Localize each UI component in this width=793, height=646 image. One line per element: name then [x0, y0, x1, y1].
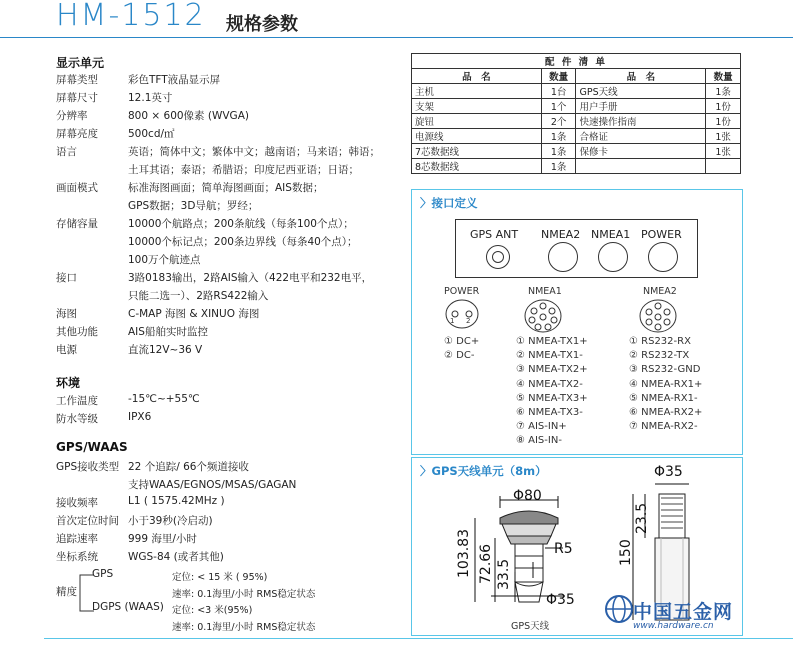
packing-caption: 配 件 清 单: [412, 54, 741, 69]
packing-header: 数量: [541, 69, 576, 84]
dim-150: 150: [618, 539, 634, 566]
panel-label-gps-ant: GPS ANT: [470, 228, 519, 241]
nmea2-port: [548, 242, 578, 272]
spec-value: 3路0183输出，2路AIS输入（422电平和232电平，: [128, 272, 373, 284]
table-cell: 用户手册: [576, 99, 706, 114]
pin-item: ⑥ NMEA-RX2+: [629, 407, 703, 419]
spec-value: 10000个航路点；200条航线（每条100个点）；: [128, 218, 354, 230]
bottom-rule: [44, 638, 793, 639]
accuracy-gps-label: GPS: [92, 568, 114, 580]
pin-item: ① DC+: [444, 336, 480, 347]
spec-label: 画面模式: [56, 182, 98, 194]
spec-label: 工作温度: [56, 395, 98, 407]
table-cell: 1条: [706, 84, 741, 99]
dim-phi80: Φ80: [513, 488, 542, 504]
spec-label: 语言: [56, 146, 77, 158]
table-row: [412, 114, 741, 129]
ports-title: 〉接口定义: [420, 196, 478, 210]
display-section-title: 显示单元: [56, 56, 105, 70]
table-row: [412, 144, 741, 159]
table-cell: 旋钮: [412, 114, 542, 129]
pin-item: ② DC-: [444, 350, 475, 362]
svg-text:1: 1: [450, 317, 455, 325]
nmea2-connector-name: NMEA2: [643, 286, 677, 297]
accuracy-label: 精度: [56, 586, 77, 598]
pin-item: ④ NMEA-RX1+: [629, 378, 703, 390]
dim-r5: R5: [554, 541, 573, 557]
spec-label: 首次定位时间: [56, 515, 119, 527]
table-cell: 1份: [706, 114, 741, 129]
table-cell: 快速操作指南: [576, 114, 706, 129]
spec-value: 10000个标记点；200条边界线（每条40个点）；: [128, 236, 358, 248]
pin-item: ⑤ NMEA-TX3+: [516, 392, 588, 404]
pin-item: ⑧ AIS-IN-: [516, 435, 562, 447]
gps-ant-port: [486, 245, 510, 269]
power-pin-list: [444, 335, 479, 363]
spec-label: 存储容量: [56, 218, 98, 230]
accuracy-dgps-label: DGPS (WAAS): [92, 601, 164, 613]
table-cell: 1张: [706, 144, 741, 159]
table-cell: 合格证: [576, 129, 706, 144]
nmea2-pin-list: [629, 335, 702, 434]
dim-72-66: 72.66: [478, 543, 494, 584]
spec-label: 防水等级: [56, 413, 98, 425]
pin-item: ⑥ NMEA-TX3-: [516, 407, 583, 419]
antenna-title: 〉GPS天线单元（8m）: [420, 464, 547, 478]
accuracy-gps-speed: 速率: 0.1海里/小时 RMS稳定状态: [172, 589, 316, 600]
spec-value: IPX6: [128, 411, 152, 423]
pin-item: ⑤ NMEA-RX1-: [629, 392, 698, 404]
accuracy-gps-pos: 定位: < 15 米 ( 95%): [172, 572, 268, 583]
spec-value: 100万个航迹点: [128, 254, 201, 266]
spec-label: 接收频率: [56, 497, 98, 509]
connector-panel: [455, 219, 698, 278]
spec-value: AIS船舶实时监控: [128, 326, 208, 338]
table-row: [412, 99, 741, 114]
spec-value: 标准海图画面；简单海图画面；AIS数据；: [128, 182, 324, 194]
pin-item: ④ NMEA-TX2-: [516, 378, 583, 390]
logo-chinese: 中国五金网: [633, 601, 734, 623]
spec-label: 海图: [56, 308, 77, 320]
antenna-caption: GPS天线: [511, 621, 550, 632]
spec-value: 只能二选一）、2路RS422输入: [128, 290, 269, 302]
spec-value: 800 × 600像素 (WVGA): [128, 110, 249, 122]
table-cell: 7芯数据线: [412, 144, 542, 159]
spec-label: GPS接收类型: [56, 461, 120, 473]
dim-33-5: 33.5: [496, 558, 512, 590]
page-header: [0, 0, 793, 40]
packing-header: 数量: [706, 69, 741, 84]
pin-item: ② NMEA-TX1-: [516, 350, 583, 362]
pin-item: ③ NMEA-TX2+: [516, 364, 588, 376]
table-cell: 1台: [541, 84, 576, 99]
table-cell: 1条: [541, 159, 576, 174]
spec-value: 支持WAAS/EGNOS/MSAS/GAGAN: [128, 479, 297, 491]
dim-103-83: 103.83: [456, 529, 472, 578]
spec-value: 土耳其语；泰语；希腊语；印度尼西亚语；日语；: [128, 164, 359, 176]
packing-list-table: [411, 53, 741, 174]
table-cell: 支架: [412, 99, 542, 114]
pin-item: ⑦ AIS-IN+: [516, 421, 567, 433]
nmea1-port: [598, 242, 628, 272]
panel-label-power: POWER: [641, 228, 682, 241]
spec-value: WGS-84 (或者其他): [128, 551, 224, 563]
power-port: [648, 242, 678, 272]
table-cell: [706, 159, 741, 174]
table-cell: 1条: [541, 129, 576, 144]
table-cell: 1份: [706, 99, 741, 114]
table-cell: GPS天线: [576, 84, 706, 99]
nmea1-connector-diagram: [523, 298, 563, 334]
table-cell: 1个: [541, 99, 576, 114]
nmea1-pin-list: [516, 335, 588, 449]
pin-item: ② RS232-TX: [629, 350, 690, 362]
table-cell: 保修卡: [576, 144, 706, 159]
spec-label: 电源: [56, 344, 77, 356]
table-cell: 主机: [412, 84, 542, 99]
packing-header: 品 名: [576, 69, 706, 84]
spec-value: 彩色TFT液晶显示屏: [128, 74, 221, 86]
pin-item: ① RS232-RX: [629, 336, 691, 347]
table-row: [412, 129, 741, 144]
table-cell: 1张: [706, 129, 741, 144]
spec-subtitle: 规格参数: [226, 14, 298, 35]
spec-value: 22 个追踪/ 66个频道接收: [128, 461, 249, 473]
spec-value: C-MAP 海图 & XINUO 海图: [128, 308, 260, 320]
spec-label: 屏幕尺寸: [56, 92, 98, 104]
nmea1-connector-name: NMEA1: [528, 286, 562, 297]
globe-logo-icon: [604, 594, 634, 624]
env-section-title: 环境: [56, 376, 81, 390]
spec-value: 999 海里/小时: [128, 533, 197, 545]
dim-phi35-bottom: Φ35: [546, 592, 575, 608]
spec-value: 直流12V~36 V: [128, 344, 203, 356]
header-rule: [0, 37, 793, 38]
spec-label: 屏幕类型: [56, 74, 98, 86]
panel-label-nmea1: NMEA1: [591, 228, 631, 241]
table-cell: 8芯数据线: [412, 159, 542, 174]
spec-label: 接口: [56, 272, 77, 284]
panel-label-nmea2: NMEA2: [541, 228, 581, 241]
table-cell: [576, 159, 706, 174]
power-connector-diagram: [444, 298, 480, 330]
accuracy-dgps-speed: 速率: 0.1海里/小时 RMS稳定状态: [172, 622, 316, 633]
pin-item: ① NMEA-TX1+: [516, 336, 588, 347]
power-connector-name: POWER: [444, 286, 480, 297]
table-cell: 1条: [541, 144, 576, 159]
svg-text:2: 2: [466, 317, 471, 325]
spec-label: 坐标系统: [56, 551, 98, 563]
spec-value: -15℃~+55℃: [128, 393, 200, 405]
gps-section-title: GPS/WAAS: [56, 440, 128, 454]
table-row: [412, 159, 741, 174]
table-cell: 2个: [541, 114, 576, 129]
spec-value: 500cd/㎡: [128, 128, 175, 140]
table-row: [412, 84, 741, 99]
pin-item: ③ RS232-GND: [629, 364, 701, 376]
dim-23-5: 23.5: [634, 502, 650, 534]
table-cell: 电源线: [412, 129, 542, 144]
spec-value: 12.1英寸: [128, 92, 173, 104]
logo-url: www.hardware.cn: [633, 621, 714, 631]
model-title: HM-1512: [56, 0, 206, 33]
spec-value: L1 ( 1575.42MHz ): [128, 495, 225, 507]
spec-label: 分辨率: [56, 110, 88, 122]
pin-item: ⑦ NMEA-RX2-: [629, 421, 698, 433]
spec-label: 屏幕亮度: [56, 128, 98, 140]
spec-label: 其他功能: [56, 326, 98, 338]
spec-value: 小于39秒(冷启动): [128, 515, 213, 527]
spec-value: GPS数据；3D导航；罗经；: [128, 200, 259, 212]
packing-header: 品 名: [412, 69, 542, 84]
dim-phi35-top: Φ35: [654, 464, 683, 480]
spec-value: 英语；简体中文；繁体中文；越南语；马来语；韩语；: [128, 146, 380, 158]
accuracy-dgps-pos: 定位: <3 米(95%): [172, 605, 253, 616]
nmea2-connector-diagram: [638, 298, 678, 334]
spec-label: 追踪速率: [56, 533, 98, 545]
